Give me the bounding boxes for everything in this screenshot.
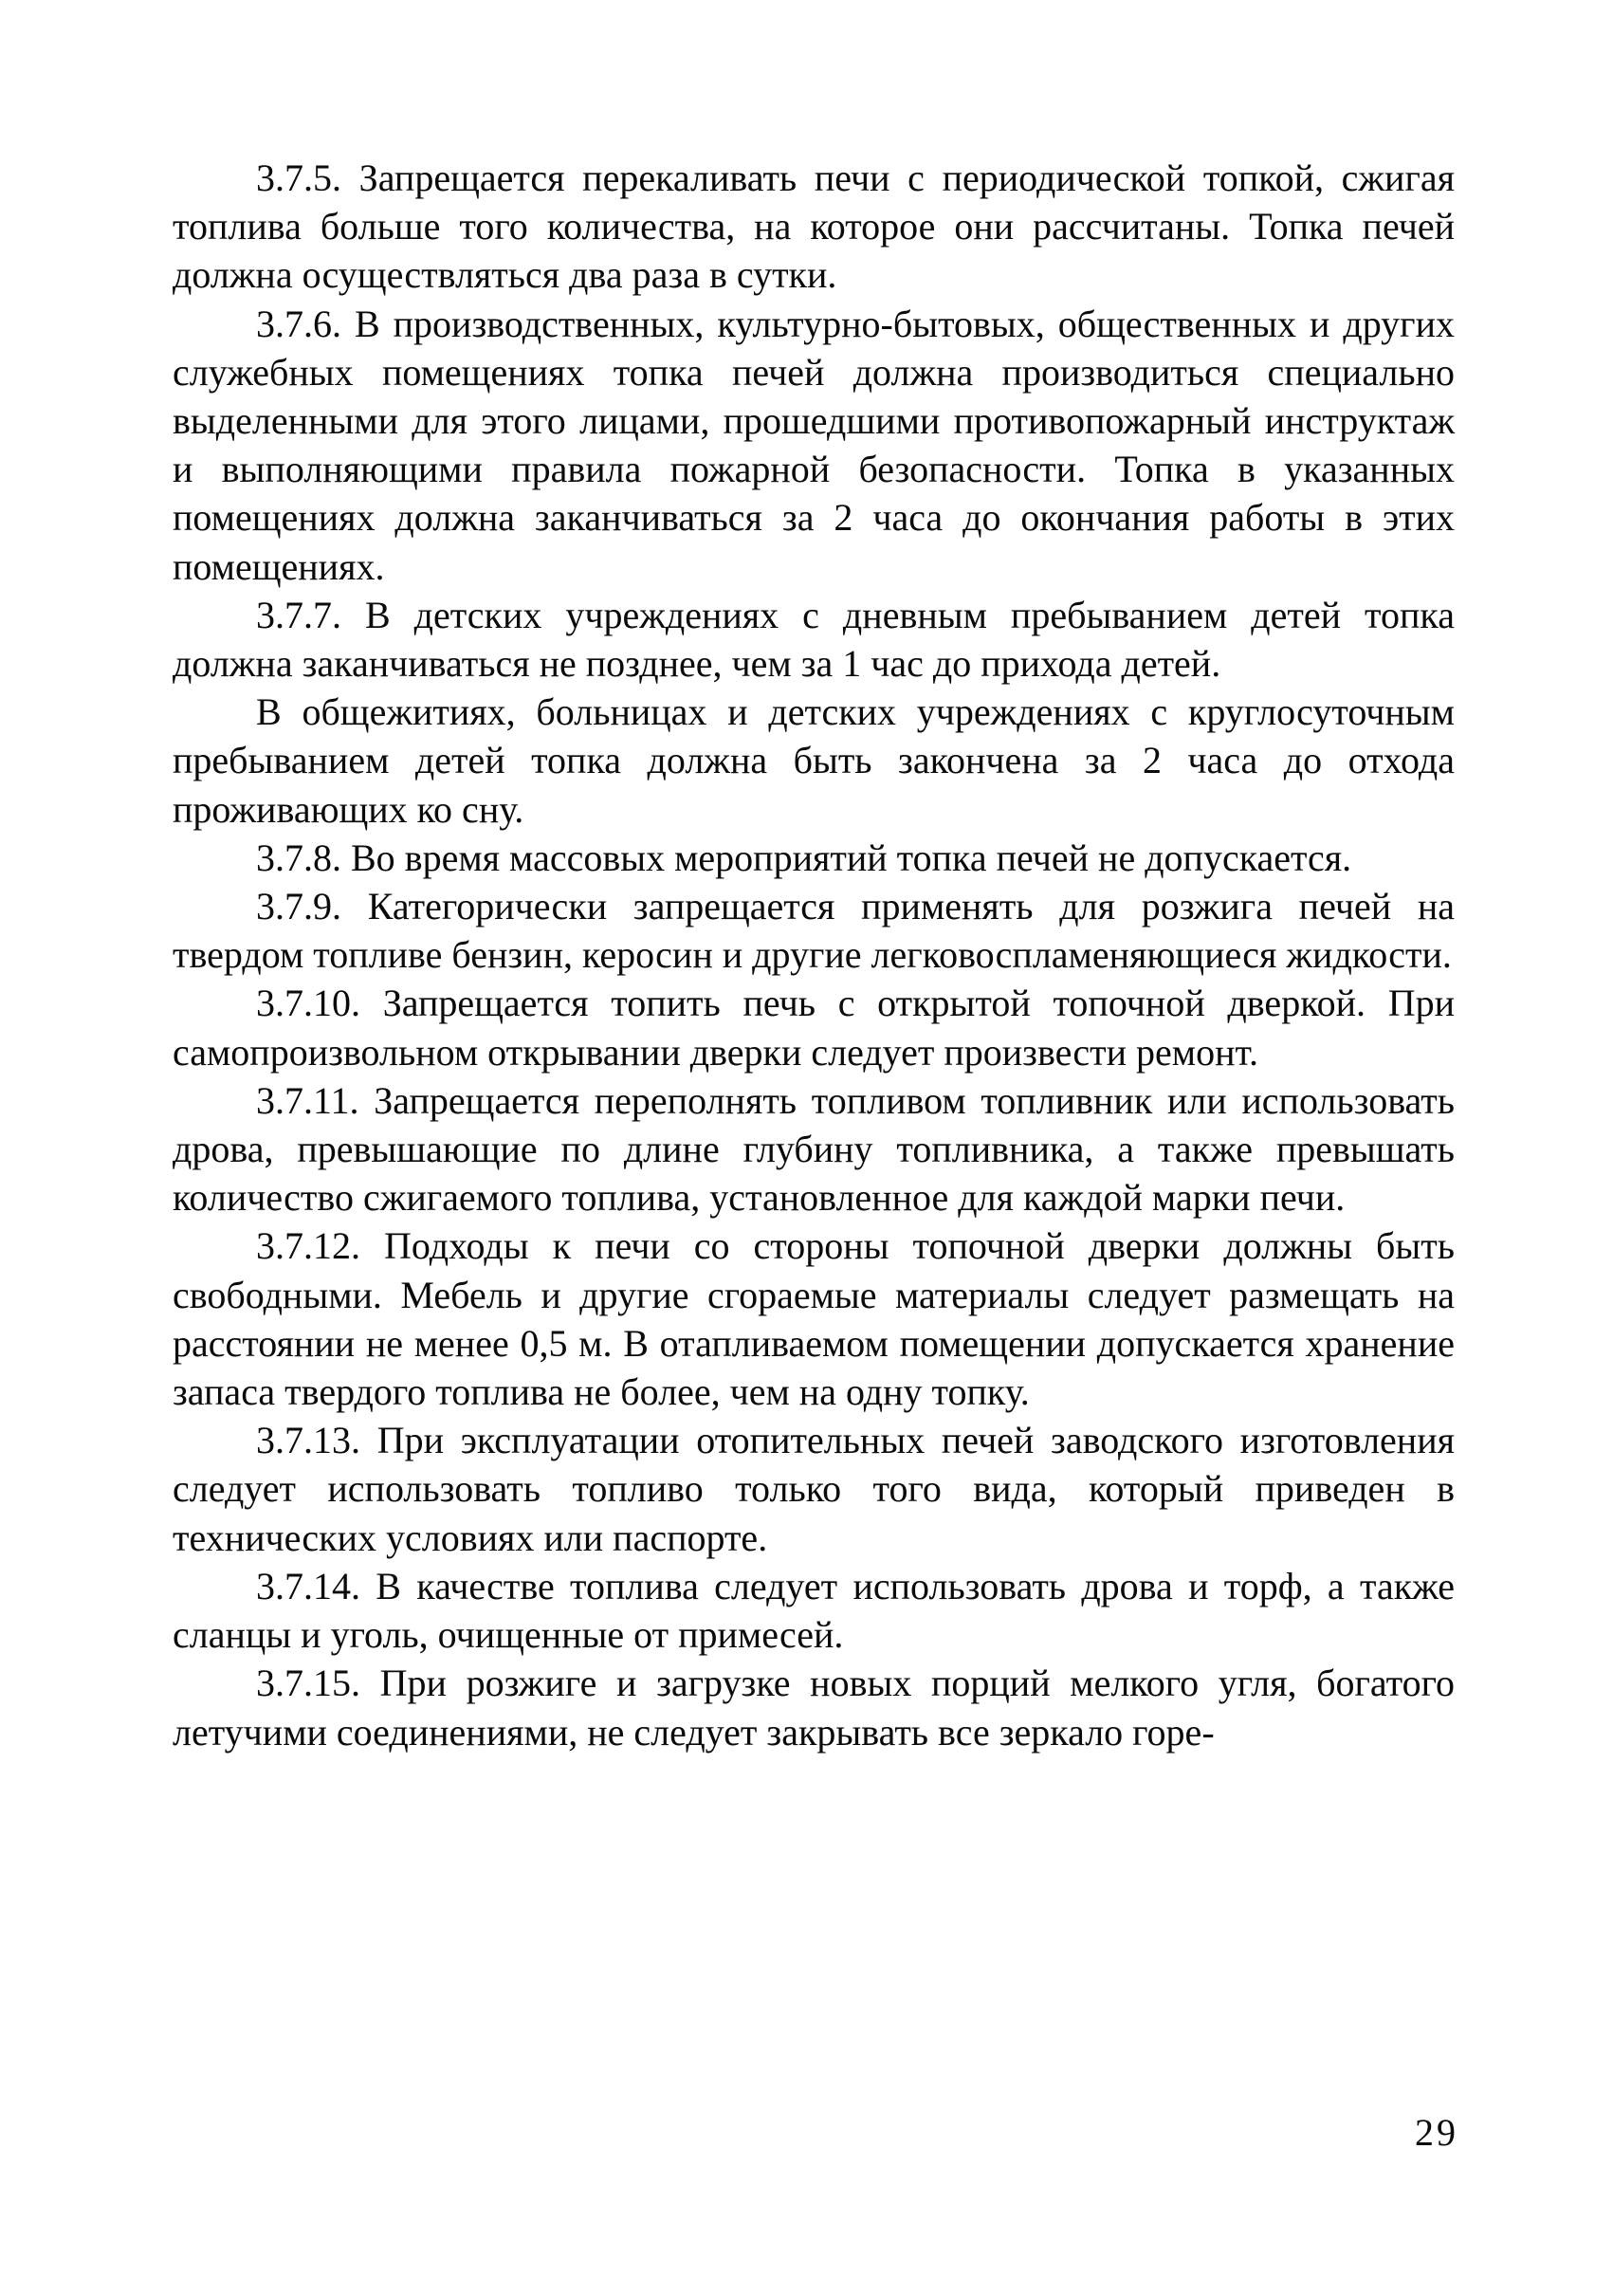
paragraph-3-7-11: 3.7.11. Запрещается переполнять топливом топливник или использовать дрова, превышающие по длине глубину топливника, а также превышать количество сжигаемого топлива, установленное для каждой марки печи. [173, 1078, 1455, 1220]
page-number: 29 [1415, 2111, 1458, 2154]
paragraph-3-7-9: 3.7.9. Категорически запрещается применять для розжига печей на твердом топливе бензин, керосин и другие легковоспламеняющиеся жидкости. [173, 885, 1455, 977]
body-text [173, 154, 1455, 1756]
paragraph-3-7-15: 3.7.15. При розжиге и загрузке новых порций мелкого угля, богатого летучими соединениями, не следует закрывать все зеркало горе- [173, 1662, 1455, 1754]
paragraph-3-7-8: 3.7.8. Во время массовых мероприятий топка печей не допускается. [256, 836, 1352, 879]
paragraph-3-7-13: 3.7.13. При эксплуатации отопительных печей заводского изготовления следует использовать топливо только того вида, который приведен в технических условиях или паспорте. [173, 1419, 1455, 1559]
paragraph-3-7-7: 3.7.7. В детских учреждениях с дневным пребыванием детей топка должна заканчиваться не позднее, чем за 1 час до прихода детей. [173, 593, 1455, 686]
paragraph-3-7-12: 3.7.12. Подходы к печи со стороны топочной дверки должны быть свободными. Мебель и другие сгораемые материалы следует размещать на расстоянии не менее 0,5 м. В отапливаемом помещении допускается хранение запаса твердого топлива не более, чем на одну топку. [173, 1224, 1455, 1414]
paragraph-3-7-14: 3.7.14. В качестве топлива следует использовать дрова и торф, а также сланцы и уголь, очищенные от примесей. [173, 1564, 1455, 1657]
paragraph-dormitories: В общежитиях, больницах и детских учреждениях с круглосуточным пребыванием детей топка должна быть закончена за 2 часа до отхода проживающих ко сну. [173, 690, 1455, 831]
paragraph-3-7-6: 3.7.6. В производственных, культурно-бытовых, общественных и других служебных помещениях топка печей должна производиться специально выделенными для этого лицами, прошедшими противопожарный инструктаж и выполняющими правила пожарной безопасности. Топка в указанных помещениях должна заканчиваться за 2 часа до окончания работы в этих помещениях. [173, 302, 1455, 588]
paragraph-3-7-10: 3.7.10. Запрещается топить печь с открытой топочной дверкой. При самопроизвольном открывании дверки следует произвести ремонт. [173, 982, 1455, 1074]
paragraph-3-7-5: 3.7.5. Запрещается перекаливать печи с периодической топкой, сжигая топлива больше того количества, на которое они рассчитаны. Топка печей должна осуществляться два раза в сутки. [173, 156, 1455, 297]
